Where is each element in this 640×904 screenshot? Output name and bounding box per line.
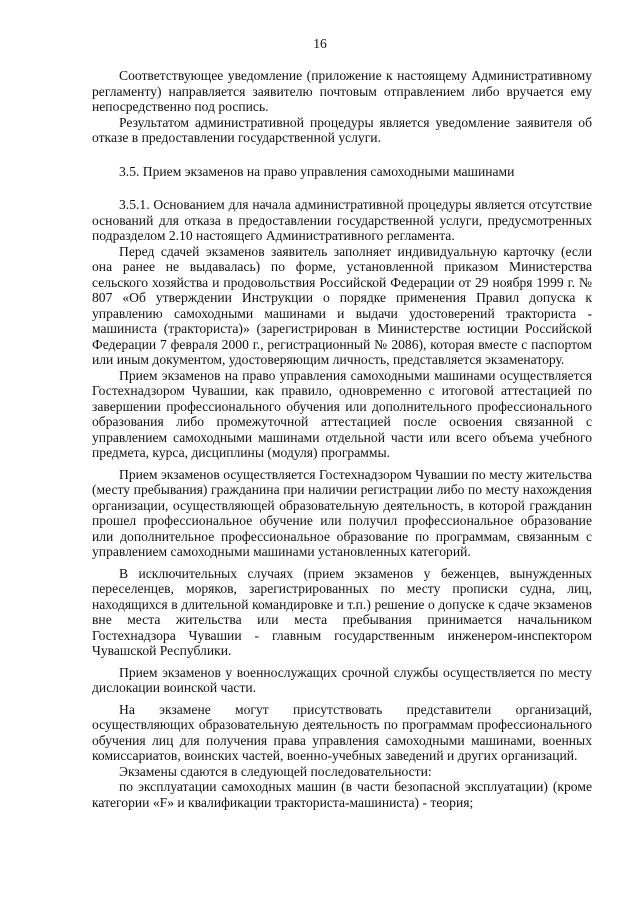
document-body [92, 68, 592, 810]
paragraph-result: Результатом административной процедуры является уведомление заявителя об отказе в предоставлении государственной услуги. [92, 114, 592, 145]
paragraph-military: Прием экзаменов у военнослужащих срочной службы осуществляется по месту дислокации воинской части. [92, 664, 592, 695]
paragraph-exceptional-cases: В исключительных случаях (прием экзаменов у беженцев, вынужденных переселенцев, моряков, зарегистрированных по месту прописки судна, лиц, находящихся в длительной командировке и т.п.) решение о допуске к сдаче экзаменов вне места жительства или места пребывания принимается начальником Гостехнадзора Чувашии - главным государственным инженером-инспектором Чувашской Республики. [92, 565, 592, 658]
paragraph-individual-card: Перед сдачей экзаменов заявитель заполняет индивидуальную карточку (если она ранее не выдавалась) по форме, установленной приказом Министерства сельского хозяйства и продовольствия Российской Федерации от 29 ноября 1999 г. № 807 «Об утверждении Инструкции о порядке применения Правил допуска к управлению самоходными машинами и выдачи удостоверений тракториста - машиниста (тракториста)» (зарегистрирован в Министерстве юстиции Российской Федерации 7 февраля 2000 г., регистрационный № 2086), которая вместе с паспортом или иным документом, удостоверяющим личность, представляется экзаменатору. [92, 243, 592, 367]
section-heading: 3.5. Прием экзаменов на право управления самоходными машинами [119, 163, 515, 179]
paragraph-attendees: На экзамене могут присутствовать представители организаций, осуществляющих образовательную деятельность по программам профессионального обучения лиц для получения права управления самоходными машинами, военных комиссариатов, воинских частей, военно-учебных заведений и других организаций. [92, 701, 592, 763]
paragraph-exam-order: Экзамены сдаются в следующей последовательности: [119, 763, 432, 779]
paragraph-basis: 3.5.1. Основанием для начала административной процедуры является отсутствие оснований для отказа в предоставлении государственной услуги, предусмотренных подразделом 2.10 настоящего Административного регламента. [92, 197, 592, 243]
page-number: 16 [313, 36, 327, 51]
paragraph-exam-theory: по эксплуатации самоходных машин (в части безопасной эксплуатации) (кроме категории «F» и квалификации тракториста-машиниста) - теория; [92, 779, 592, 810]
paragraph-notification: Соответствующее уведомление (приложение к настоящему Административному регламенту) направляется заявителю почтовым отправлением либо вручается ему непосредственно под роспись. [92, 68, 592, 114]
paragraph-exam-acceptance: Прием экзаменов на право управления самоходными машинами осуществляется Гостехнадзором Чувашии, как правило, одновременно с итоговой аттестацией по завершении профессионального обучения или дополнительного профессионального образования либо промежуточной аттестацией после освоения связанной с управлением самоходными машинами отдельной части или всего объема учебного предмета, курса, дисциплины (модуля) программы. [92, 367, 592, 460]
paragraph-exam-location: Прием экзаменов осуществляется Гостехнадзором Чувашии по месту жительства (месту пребывания) гражданина при наличии регистрации либо по месту нахождения организации, осуществляющей образовательную деятельность, в которой гражданин прошел профессиональное обучение или получил профессиональное образование или дополнительное профессиональное образование по программам, связанным с управлением самоходными машинами установленных категорий. [92, 466, 592, 559]
